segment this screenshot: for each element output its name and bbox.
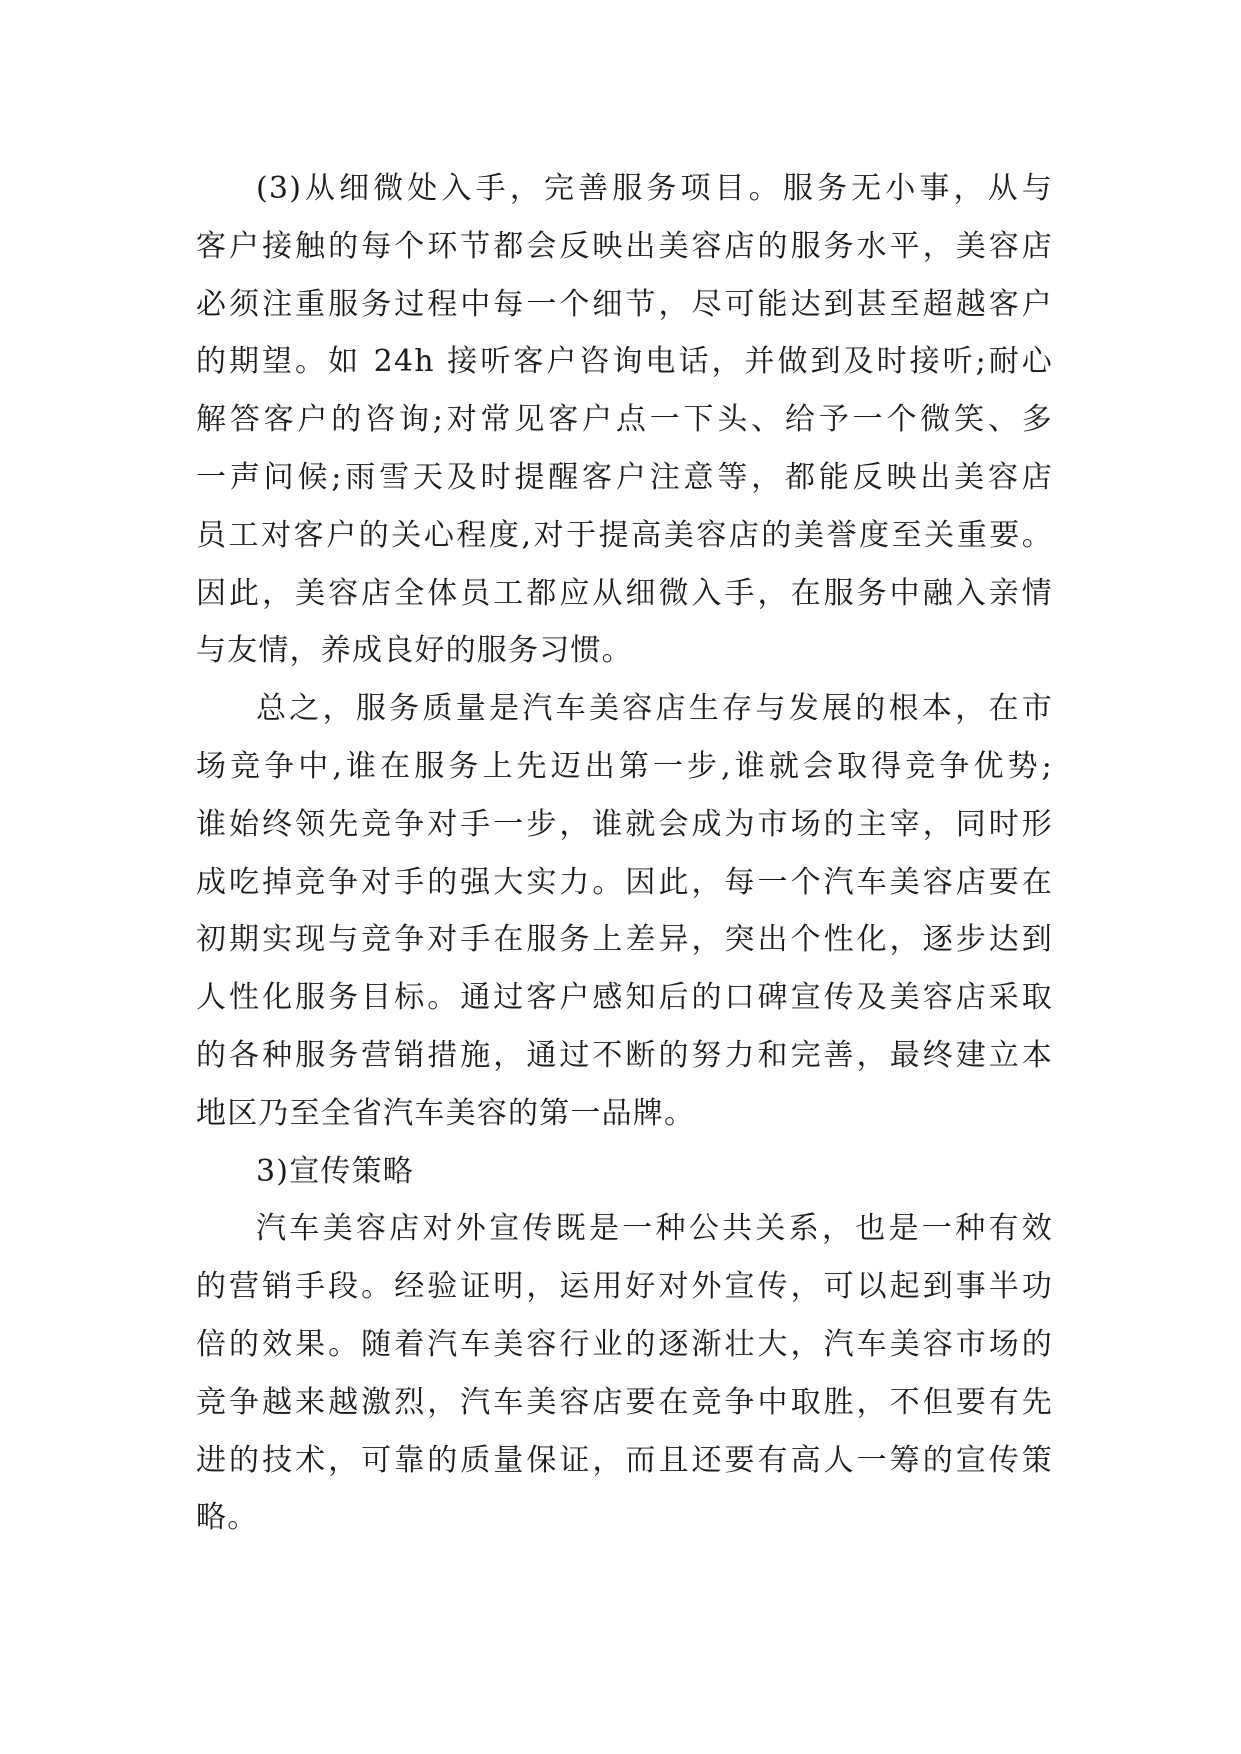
text-line: 地区乃至全省汽车美容的第一品牌。 <box>196 1095 696 1131</box>
text-line: 初期实现与竞争对手在服务上差异，突出个性化，逐步达到 <box>196 922 1053 958</box>
text-line: 谁始终领先竞争对手一步，谁就会成为市场的主宰，同时形 <box>196 806 1053 842</box>
text-line: 汽车美容店对外宣传既是一种公共关系，也是一种有效 <box>256 1211 1053 1247</box>
text-line: 场竞争中,谁在服务上先迈出第一步,谁就会取得竞争优势; <box>196 748 1053 784</box>
text-line: 必须注重服务过程中每一个细节，尽可能达到甚至超越客户 <box>196 286 1053 322</box>
text-line: 竞争越来越激烈，汽车美容店要在竞争中取胜，不但要有先 <box>196 1384 1053 1420</box>
text-line: 一声问候;雨雪天及时提醒客户注意等，都能反映出美容店 <box>196 459 1053 495</box>
text-line: 客户接触的每个环节都会反映出美容店的服务水平，美容店 <box>196 228 1053 264</box>
document-body <box>196 160 1053 1547</box>
text-line: 的期望。如 24h 接听客户咨询电话，并做到及时接听;耐心 <box>196 344 1053 380</box>
text-line: 员工对客户的关心程度,对于提高美容店的美誉度至关重要。 <box>196 517 1053 553</box>
text-line: 与友情，养成良好的服务习惯。 <box>196 633 633 669</box>
text-line: 进的技术，可靠的质量保证，而且还要有高人一筹的宣传策 <box>196 1442 1053 1478</box>
text-line: 的营销手段。经验证明，运用好对外宣传，可以起到事半功 <box>196 1269 1053 1305</box>
section-heading: 3)宣传策略 <box>256 1153 414 1189</box>
text-line: 的各种服务营销措施，通过不断的努力和完善，最终建立本 <box>196 1037 1053 1073</box>
text-line: 成吃掉竞争对手的强大实力。因此，每一个汽车美容店要在 <box>196 864 1053 900</box>
text-line: 总之，服务质量是汽车美容店生存与发展的根本，在市 <box>256 691 1053 727</box>
text-line: 解答客户的咨询;对常见客户点一下头、给予一个微笑、多 <box>196 402 1053 438</box>
text-line: (3)从细微处入手，完善服务项目。服务无小事，从与 <box>256 171 1053 206</box>
text-line: 人性化服务目标。通过客户感知后的口碑宣传及美容店采取 <box>196 980 1053 1016</box>
text-line: 因此，美容店全体员工都应从细微入手，在服务中融入亲情 <box>196 575 1053 611</box>
text-line: 略。 <box>196 1500 259 1536</box>
text-line: 倍的效果。随着汽车美容行业的逐渐壮大，汽车美容市场的 <box>196 1326 1053 1362</box>
